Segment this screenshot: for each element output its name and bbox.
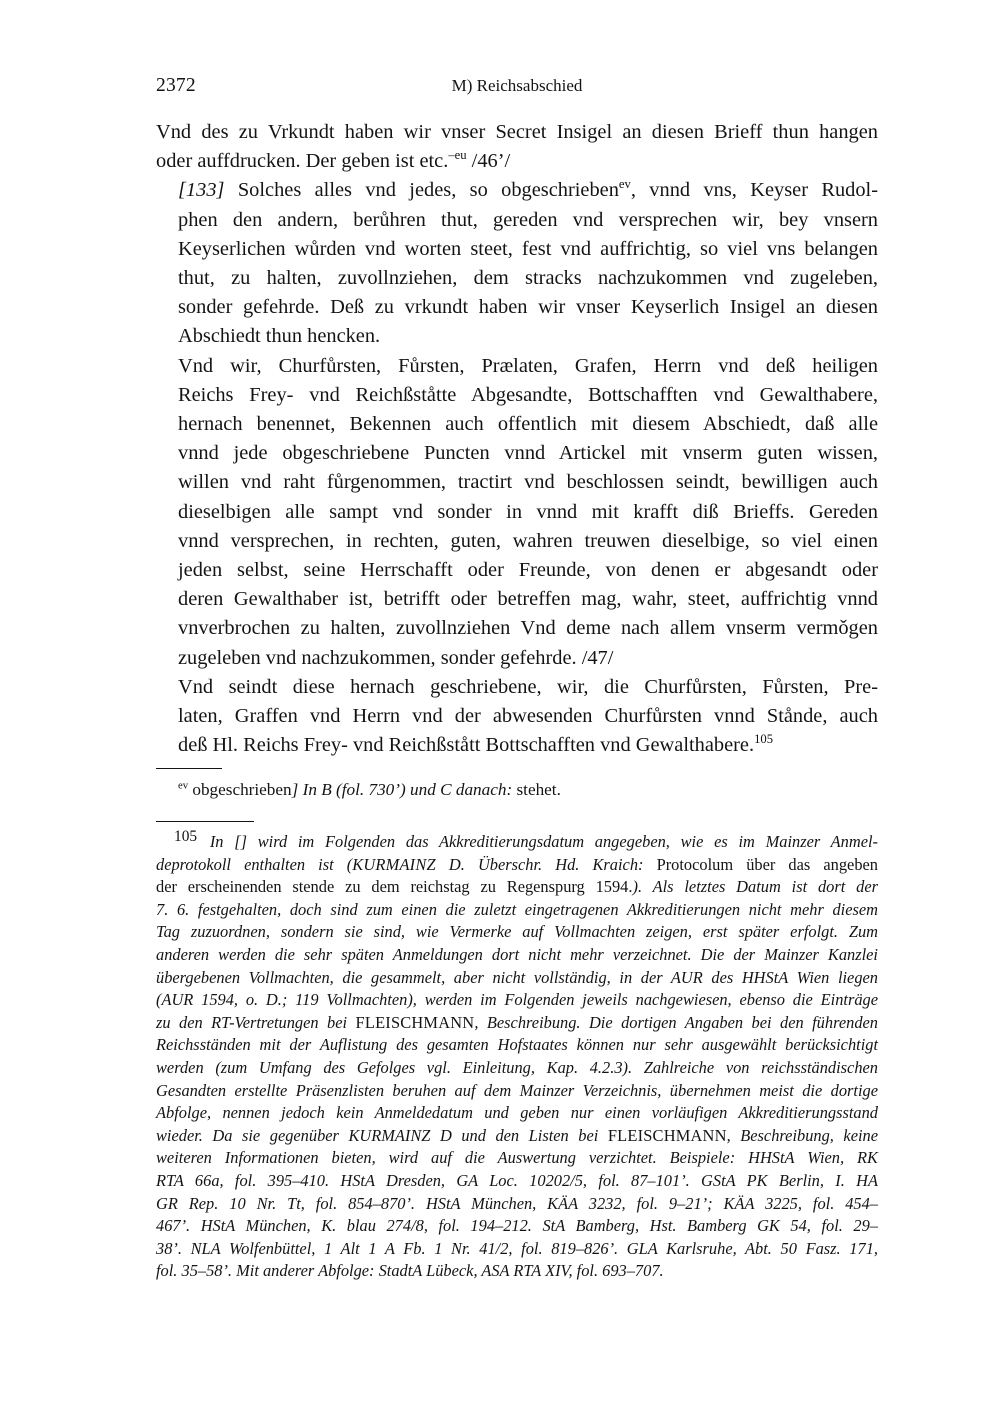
footnote-text: 7. 6. festgehalten, doch sind zum einen die zuletzt eingetragenen Akkreditierungen nicht mehr diesem — [156, 899, 878, 919]
footnote-text: Reichsständen mit der Auflistung des gesamten Hofstaates können nur sehr ausgewählt berücksichtigt — [156, 1035, 878, 1055]
text-line: dieselbigen alle sampt vnd sonder in vnnd mit krafft diß Brieffs. Gereden — [178, 500, 878, 523]
footnote-text: , Beschreibung, keine — [726, 1125, 878, 1145]
running-title: M) Reichsabschied — [451, 76, 583, 95]
text-line: Abschiedt thun hencken. — [178, 325, 381, 348]
text-line — [156, 854, 878, 877]
paragraph-133 — [156, 176, 878, 351]
text-line — [156, 921, 878, 944]
footnote-text: GR Rep. 10 Nr. Tt, fol. 854–870’. HStA München, KÄA 3232, fol. 9–21’; KÄA 3225, fol. 454– — [156, 1193, 878, 1213]
text-line: Keyserlichen wůrden vnd worten steet, fest vnd auffrichtig, so viel vns belangen — [178, 237, 878, 260]
footnote-text: weiteren Informationen bieten, wird auf die Auswertung verzichtet. Beispiele: HHStA Wien, RK — [156, 1148, 878, 1168]
text-line — [156, 1193, 878, 1216]
text-line — [156, 827, 878, 854]
text-line: Vnd wir, Churfůrsten, Fůrsten, Prælaten, Grafen, Herrn vnd deß heiligen — [178, 354, 878, 377]
footnote-text: (AUR 1594, o. D.; 119 Vollmachten), werden im Folgenden jeweils nachgewiesen, ebenso die Einträge — [156, 990, 878, 1010]
apparatus-reading: stehet. — [516, 780, 561, 799]
text-line — [156, 944, 878, 967]
paragraph-seindt — [156, 673, 878, 761]
footnote-text: KURMAINZ — [352, 854, 436, 874]
footnote-text: anderen werden die sehr späten Anmeldungen dort nicht mehr verzeichnet. Die der Mainzer Kanzlei — [156, 944, 878, 964]
text-line — [156, 1080, 878, 1103]
text-line: deß Hl. Reichs Frey- vnd Reichßstått Bottschafften vnd Gewalthabere.$^{105}$ — [178, 732, 774, 757]
paragraph-vnd-wir — [156, 352, 878, 673]
apparatus-marker: ev — [178, 780, 189, 792]
text-line — [156, 1238, 878, 1261]
footnote-text: deprotokoll enthalten ist ( — [156, 854, 353, 874]
text-line — [156, 1215, 878, 1238]
text-line — [156, 1170, 878, 1193]
page-number: 2372 — [156, 75, 196, 96]
footnote-rule — [156, 821, 254, 822]
text-line — [156, 1012, 878, 1035]
text-line: oder auffdrucken. Der geben ist etc.$^{-eu}$ /46’/ — [156, 148, 511, 173]
footnote-text: wieder. Da sie gegenüber KURMAINZ D und den Listen bei — [156, 1125, 608, 1145]
text-line: Vnd seindt diese hernach geschriebene, wir, die Churfůrsten, Fůrsten, Pre- — [178, 675, 878, 698]
apparatus-lemma: obgeschrieben — [192, 780, 292, 799]
text-line: hernach benennet, Bekennen auch offentlich mit diesem Abschiedt, daß alle — [178, 413, 878, 436]
text-line: thut, zu halten, zuvollnziehen, dem stracks nachzukommen vnd zugeleben, — [178, 267, 878, 290]
footnote-text: In [] wird im Folgenden das Akkreditierungsdatum angegeben, wie es im Mainzer Anmel- — [209, 832, 878, 851]
footnote-text: Tag zuzuordnen, sondern sie sind, wie Vermerke auf Vollmachten zeigen, erst später erfolgt. Zum — [156, 922, 878, 942]
apparatus-bracket: ] — [291, 780, 299, 799]
text-line: phen den andern, berůhren thut, gereden vnd versprechen wir, bey vnsern — [178, 208, 878, 231]
footnote-text: Abfolge, nennen jedoch kein Anmeldedatum und geben nur einen vorläufigen Akkreditierungsstand — [156, 1103, 878, 1123]
footnote-text: werden (zum Umfang des Gefolges vgl. Einleitung, Kap. 4.2.3). Zahlreiche von reichsständischen — [156, 1057, 878, 1077]
text-line — [156, 989, 878, 1012]
apparatus-marker: ev — [618, 177, 631, 192]
text-line: sonder gefehrde. Deß zu vrkundt haben wir vnser Keyserlich Insigel an diesen — [178, 296, 878, 319]
text-line: laten, Graffen vnd Herrn vnd der abwesenden Churfůrsten vnnd Stånde, auch — [178, 705, 878, 728]
footnote-text: , Beschreibung. Die dortigen Angaben bei den führenden — [474, 1012, 878, 1032]
footnote-text: Protocolum über das angeben — [643, 854, 878, 874]
body-text — [156, 118, 878, 760]
text-line: Reichs Frey- vnd Reichßståtte Abgesandte, Bottschafften vnd Gewalthabere, — [178, 383, 878, 406]
footnote-text: 38’. NLA Wolfenbüttel, 1 Alt 1 A Fb. 1 Nr. 41/2, fol. 819–826’. GLA Karlsruhe, Abt. 50 Fasz. 171, — [156, 1238, 878, 1258]
footnote-text: RTA 66a, fol. 395–410. HStA Dresden, GA Loc. 10202/5, fol. 87–101’. GStA PK Berlin, I. HA — [156, 1170, 878, 1190]
footnote-text: zu den RT-Vertretungen bei — [156, 1012, 356, 1032]
apparatus-source: In B (fol. 730’) und C danach: — [302, 780, 513, 799]
text-line: [133] Solches alles vnd jedes, so obgeschrieben$^{ev}$, vnnd vns, Keyser Rudol- — [178, 177, 878, 202]
text-line: vnnd jede obgeschriebene Puncten vnnd Artickel mit vnserm guten wissen, — [178, 442, 878, 465]
footnote-text: FLEISCHMANN — [355, 1012, 475, 1032]
footnote-text: fol. 35–58’. Mit anderer Abfolge: StadtA Lübeck, ASA RTA XIV, fol. 693–707. — [156, 1261, 664, 1281]
footnote-105 — [156, 827, 878, 1283]
footnote-text: der erscheinenden stende zu dem reichstag zu Regenspurg 1594. — [156, 877, 633, 897]
paragraph-number: [133] — [178, 179, 225, 202]
text-line: deren Gewalthaber ist, betrifft oder betreffen mag, wahr, steet, auffrichtig vnnd — [178, 588, 878, 611]
footnote-text: ). Als letztes Datum ist dort der — [632, 877, 878, 897]
text-line: willen vnd raht fůrgenommen, tractirt vnd beschlossen seindt, bewilligen auch — [178, 471, 878, 494]
footnote-text: D. Überschr. Hd. Kraich: — [435, 854, 644, 874]
apparatus-rule — [156, 768, 222, 769]
text-line — [156, 1102, 878, 1125]
text-line: zugeleben vnd nachzukommen, sonder gefehrde. /47/ — [178, 646, 614, 669]
text-line — [156, 967, 878, 990]
footnote-text: FLEISCHMANN — [607, 1125, 727, 1145]
footnote-number: 105 — [174, 827, 198, 845]
footnote-spacer — [156, 821, 878, 822]
footnote-area — [156, 768, 878, 1283]
apparatus-note — [156, 778, 878, 801]
text-line — [156, 1125, 878, 1148]
text-line — [156, 876, 878, 899]
text-line — [156, 1057, 878, 1080]
footnote-text: übergebenen Vollmachten, die gesammelt, aber nicht vollständig, in der AUR des HHStA Wien liegen — [156, 967, 878, 987]
paragraph-urkundt — [156, 118, 878, 176]
text-line: jeden selbst, seine Herrschafft oder Freunde, von denen er abgesandt oder — [178, 559, 878, 582]
text-line — [156, 899, 878, 922]
footnote-text: Gesandten erstellte Präsenzlisten beruhen auf dem Mainzer Verzeichnis, übernehmen meist die dortige — [156, 1080, 878, 1100]
text-line: vnverbrochen zu halten, zuvollnziehen Vnd deme nach allem vnserm vermǒgen — [178, 617, 878, 640]
apparatus-marker: –eu — [448, 148, 467, 163]
text-line: Vnd des zu Vrkundt haben wir vnser Secret Insigel an diesen Brieff thun hangen — [156, 121, 878, 143]
footnote-text: 467’. HStA München, K. blau 274/8, fol. 194–212. StA Bamberg, Hst. Bamberg GK 54, fol. 29– — [156, 1216, 878, 1236]
text-line — [156, 1260, 878, 1283]
text-line: vnnd versprechen, in rechten, guten, wahren treuwen dieselbige, so viel einen — [178, 529, 878, 552]
text-line — [156, 1147, 878, 1170]
text-line — [156, 1034, 878, 1057]
running-head — [156, 74, 878, 98]
footnote-ref-105[interactable]: 105 — [754, 732, 774, 747]
